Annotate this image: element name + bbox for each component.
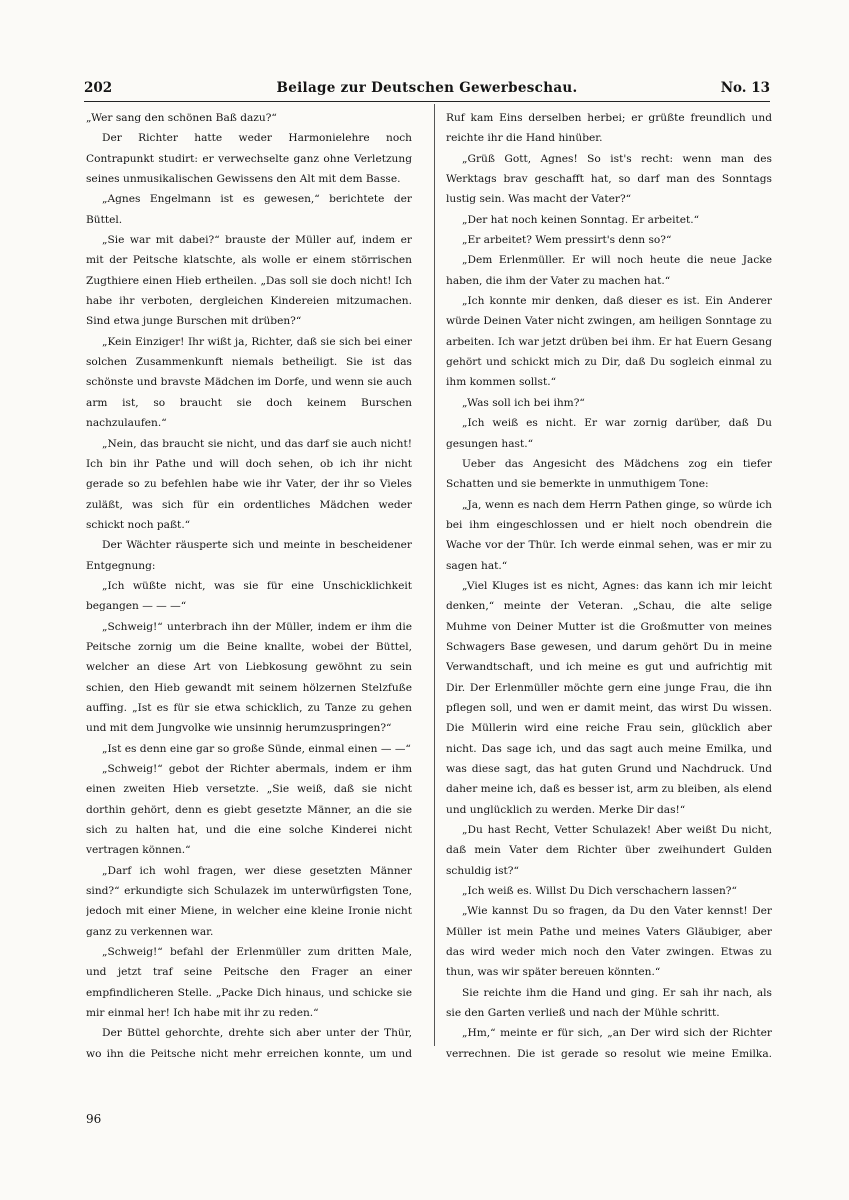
paragraph: „Hm,“ meinte er für sich, „an Der wird sich der Richter verrechnen. Die ist gerade so resolut wie meine Emilka. xyxy=(446,1027,772,1060)
paragraph: „Grüß Gott, Agnes! So ist's recht: wenn man des Werktags brav geschafft hat, so darf man des Sonntags lustig sein. Was macht der Vater?“ xyxy=(446,152,772,206)
paragraph: „Viel Kluges ist es nicht, Agnes: das kann ich mir leicht denken,“ meinte der Veteran. „Schau, die alte selige Muhme von Deiner Mutter ist die Großmutter von meines Schwagers Base gewesen, und darum gehört Du in meine Verwandtschaft, und ich meine es gut und aufrichtig mit Dir. Der Erlenmüller möchte gern eine junge Frau, die ihn pflegen soll, und wen er damit meint, das wirst Du wissen. Die Müllerin wird eine reiche Frau sein, glücklich aber nicht. Das sage ich, und das sagt auch meine Emilka, und was diese sagt, das hat guten Grund und Nachdruck. Und daher meine ich, daß es besser ist, arm zu bleiben, als elend und unglücklich zu werden. Merke Dir das!“ xyxy=(446,579,772,816)
paragraph: „Agnes Engelmann ist es gewesen,“ berichtete der Büttel. xyxy=(86,193,412,226)
paragraph: „Ich wüßte nicht, was sie für eine Unschicklichkeit begangen — — —“ xyxy=(86,579,412,613)
paragraph: „Wie kannst Du so fragen, da Du den Vater kennst! Der Müller ist mein Pathe und meines Vaters Gläubiger, aber das wird weder mich noch den Vater zwingen. Etwas zu thun, was wir später bereuen könnten.“ xyxy=(446,905,772,979)
column-divider xyxy=(434,104,435,1046)
paragraph: Der Wächter räusperte sich und meinte in bescheidener Entgegnung: xyxy=(86,539,412,572)
sheet-number: 96 xyxy=(86,1112,102,1126)
paragraph: „Nein, das braucht sie nicht, und das darf sie auch nicht! Ich bin ihr Pathe und will doch sehen, ob ich ihr nicht gerade so zu befehlen habe wie ihr Vater, der ihr so Vieles zuläßt, was sich für ein ordentliches Mädchen weder schickt noch paßt.“ xyxy=(86,437,412,531)
paragraph: Ueber das Angesicht des Mädchens zog ein tiefer Schatten und sie bemerkte in unmuthigem Tone: xyxy=(446,457,772,491)
left-column xyxy=(86,108,412,1068)
issue-number: No. 13 xyxy=(720,80,770,96)
header-rule xyxy=(84,101,770,102)
paragraph: „Schweig!“ unterbrach ihn der Müller, indem er ihm die Peitsche zornig um die Beine knallte, wobei der Büttel, welcher an diese Art von Liebkosung gewöhnt zu sein schien, den Hieb gewandt mit seinem hölzernen Stelzfuße auffing. „Ist es für sie etwa schicklich, zu Tanze zu gehen und mit dem Jungvolke wie unsinnig herumzuspringen?“ xyxy=(86,620,412,735)
paragraph: „Ist es denn eine gar so große Sünde, einmal einen — —“ xyxy=(102,742,411,755)
supplement-title: Beilage zur Deutschen Gewerbeschau. xyxy=(276,80,578,96)
paragraph: „Was soll ich bei ihm?“ xyxy=(462,396,585,409)
paragraph: „Ich weiß es nicht. Er war zornig darüber, daß Du gesungen hast.“ xyxy=(446,417,772,450)
paragraph: „Schweig!“ befahl der Erlenmüller zum dritten Male, und jetzt traf seine Peitsche den Frager an einer empfindlicheren Stelle. „Packe Dich hinaus, und schicke sie mir einmal her! Ich habe mit ihr zu reden.“ xyxy=(86,946,412,1020)
paragraph: „Ja, wenn es nach dem Herrn Pathen ginge, so würde ich bei ihm eingeschlossen und er hielt noch obendrein die Wache vor der Thür. Ich werde einmal sehen, was er mir zu sagen hat.“ xyxy=(446,498,772,572)
paragraph: „Sie war mit dabei?“ brauste der Müller auf, indem er mit der Peitsche klatschte, als wolle er einem störrischen Zugthiere einen Hieb ertheilen. „Das soll sie doch nicht! Ich habe ihr verboten, dergleichen Kindereien mitzumachen. Sind etwa junge Burschen mit drüben?“ xyxy=(86,234,412,328)
paragraph: „Du hast Recht, Vetter Schulazek! Aber weißt Du nicht, daß mein Vater dem Richter über zweihundert Gulden schuldig ist?“ xyxy=(446,824,772,877)
right-column xyxy=(446,108,772,1068)
paragraph: „Darf ich wohl fragen, wer diese gesetzten Männer sind?“ erkundigte sich Schulazek im unterwürfigsten Tone, jedoch mit einer Miene, in welcher eine kleine Ironie nicht ganz zu verkennen war. xyxy=(86,864,412,938)
page-header xyxy=(84,80,770,100)
paragraph: „Schweig!“ gebot der Richter abermals, indem er ihm einen zweiten Hieb versetzte. „Sie weiß, daß sie nicht dorthin gehört, denn es giebt gesetzte Männer, an die sie sich zu halten hat, und die eine solche Kinderei nicht vertragen können.“ xyxy=(86,763,412,857)
paragraph: „Kein Einziger! Ihr wißt ja, Richter, daß sie sich bei einer solchen Zusammenkunft niemals betheiligt. Sie ist das schönste und bravste Mädchen im Dorfe, und wenn sie auch arm ist, so braucht sie doch keinem Burschen nachzulaufen.“ xyxy=(86,335,412,430)
paragraph: „Ich weiß es. Willst Du Dich verschachern lassen?“ xyxy=(462,885,737,898)
paragraph: Ruf kam Eins derselben herbei; er grüßte freundlich und reichte ihr die Hand hinüber. xyxy=(446,112,772,145)
paragraph: Sie reichte ihm die Hand und ging. Er sah ihr nach, als sie den Garten verließ und nach der Mühle schritt. xyxy=(446,986,772,1020)
page-number: 202 xyxy=(84,80,113,96)
paragraph: „Wer sang den schönen Baß dazu?“ xyxy=(86,112,277,124)
paragraph: Der Büttel gehorchte, drehte sich aber unter der Thür, wo ihn die Peitsche nicht mehr erreichen konnte, um und xyxy=(86,1027,412,1060)
paragraph: „Ich konnte mir denken, daß dieser es ist. Ein Anderer würde Deinen Vater nicht zwingen, am heiligen Sonntage zu arbeiten. Ich war jetzt drüben bei ihm. Er hat Euern Gesang gehört und schickt mich zu Dir, daß Du sogleich einmal zu ihm kommen sollst.“ xyxy=(446,295,772,389)
paragraph: „Dem Erlenmüller. Er will noch heute die neue Jacke haben, die ihm der Vater zu machen hat.“ xyxy=(446,254,772,287)
paragraph: „Der hat noch keinen Sonntag. Er arbeitet.“ xyxy=(462,213,700,226)
paragraph: Der Richter hatte weder Harmonielehre noch Contrapunkt studirt: er verwechselte ganz ohne Verletzung seines unmusikalischen Gewissens den Alt mit dem Basse. xyxy=(86,132,412,186)
paragraph: „Er arbeitet? Wem pressirt's denn so?“ xyxy=(462,234,672,247)
